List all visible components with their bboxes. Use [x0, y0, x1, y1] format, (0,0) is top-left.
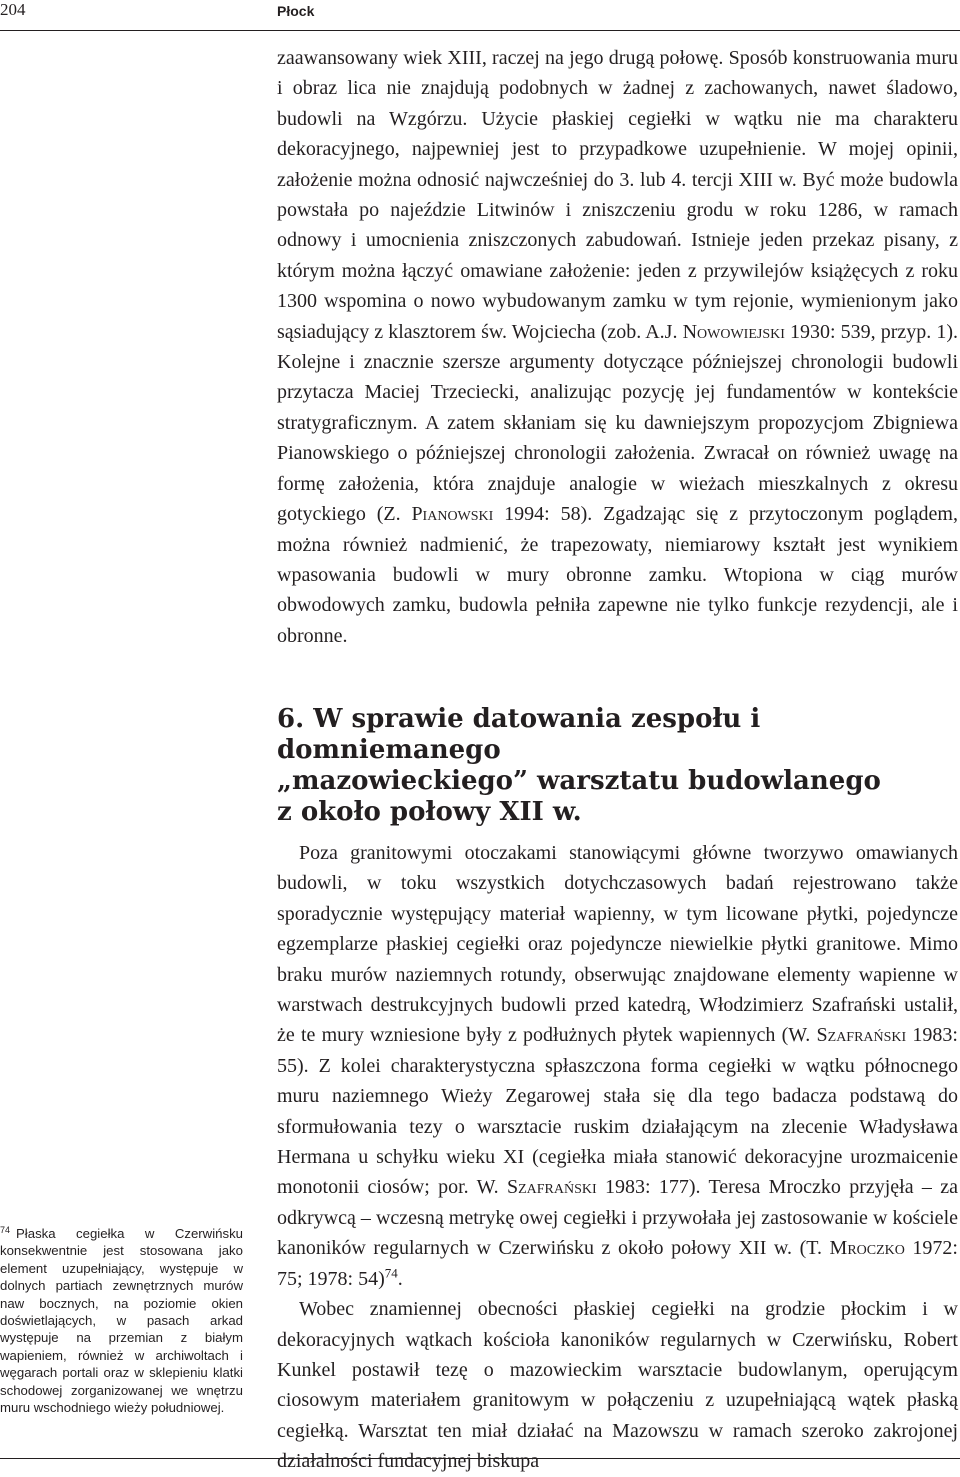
paragraph [277, 838, 958, 1294]
author-name: Szafrański [506, 1176, 597, 1199]
text-run: Poza granitowymi otoczakami stanowiącymi główne tworzywo omawianych budowli, w toku wszystkich dotychczasowych badań rejestrowano także sporadycznie występujący materiał wapienny, w tym licowane płytki, pojedyncze egzemplarze płaskiej cegiełki oraz pojedyncze niewielkie płytki granitowe. Mimo braku murów naziemnych rotundy, obserwując znajdowane elementy wapienne w warstwach destrukcyjnych budowli przed katedrą, Włodzimierz Szafrański ustalił, że te mury wzniesione były z podłużnych płytek wapiennych (W. [277, 842, 958, 1047]
text-run: . [397, 1267, 403, 1290]
section-heading [277, 704, 960, 828]
author-name: Szafrański [816, 1024, 907, 1047]
text-run: 1930: 539, przyp. 1). Kolejne i znacznie szersze argumenty dotyczące późniejszej chronologii budowli przytacza Maciej Trzeciecki, analizując pozycję jej fundamentów w kontekście stratygraficznym. A zatem skłaniam się ku dawniejszym propozycjom Zbigniewa Pianowskiego o późniejszej chronologii założenia. Zwracał on również uwagę na formę założenia, która znajduje analogie w wieżach mieszkalnych z okresu gotyckiego (Z. [277, 320, 958, 526]
paragraph: Wobec znamiennej obecności płaskiej cegiełki na grodzie płockim i w dekoracyjnych wątkach kościoła kanoników regularnych w Czerwińsku, Robert Kunkel postawił tezę o mazowieckim warsztacie budowlanym, operującym ciosowym materiałem granitowym w połączeniu z uzupełniającą wątek płaską cegiełką. Warsztat ten miał działać na Mazowszu w ramach szeroko zakrojonej działalności fundacyjnej biskupa [277, 1298, 958, 1473]
text-run: 1983: 177). Teresa Mroczko przyjęła – za odkrywcą – wczesną metrykę owej cegiełki i przywołała jej zastosowanie w kościele kanoników regularnych w Czerwińsku z około połowy XII w. (T. [277, 1176, 958, 1260]
page-header [0, 0, 960, 30]
page-number: 204 [0, 0, 26, 19]
text-run: 1994: 58). Zgadzając się z przytoczonym poglądem, można również nadmienić, że trapezowaty, niemiarowy kształt jest wynikiem wpasowania budowli w mury obronne zamku. Wtopiona w ciąg murów obwodowych zamku, budowla pełniła zapewne nie tylko funkcje rezydencji, ale i obronne. [277, 503, 958, 647]
heading-line: „mazowieckiego” warsztatu budowlanego [277, 766, 881, 796]
footnote [0, 1225, 243, 1416]
footnote-reference: 74 [384, 1265, 398, 1281]
continued-paragraph [277, 43, 958, 651]
footnote-number: 74 [0, 1224, 11, 1235]
text-run: 1972: 75; 1978: 54) [277, 1237, 958, 1290]
heading-line: z około połowy XII w. [277, 797, 582, 827]
footnote-text: Płaska cegiełka w Czerwińsku konsekwentnie jest stosowana jako element uzupełniający, występuje w dolnych partiach zewnętrznych murów naw bocznych, na poziomie okien doświetlających, w pasach arkad występuje na przemian z białym wapieniem, również w archiwoltach i węgarach portali oraz w sklepieniu klatki schodowej zorganizowanej we wnętrzu muru wschodniego wieży południowej. [0, 1226, 243, 1416]
text-run: zaawansowany wiek XIII, raczej na jego drugą połowę. Sposób konstruowania muru i obraz lica nie znajdują podobnych w żadnej z zachowanych, nawet śladowo, budowli na Wzgórzu. Użycie płaskiej cegiełki w wątku nie ma charakteru dekoracyjnego, najpewniej jest to przypadkowe uzupełnienie. W mojej opinii, założenie można odnosić najwcześniej do 3. lub 4. tercji XIII w. Być może budowla powstała po najeździe Litwinów i zniszczeniu grodu w roku 1286, w ramach odnowy i umocnienia zniszczonych zabudowań. Istnieje jeden przekaz pisany, z którym można łączyć omawiane założenie: jeden z przywilejów książęcych z roku 1300 wspomina o nowo wybudowanym zamku w tym rejonie, wymienionym jako sąsiadujący z klasztorem św. Wojciecha (zob. A.J. [277, 47, 958, 343]
running-title: Płock [277, 3, 315, 19]
heading-line: 6. W sprawie datowania zespołu i domniemanego [277, 704, 761, 765]
section-body [277, 838, 958, 1477]
author-name: Nowowiejski [682, 320, 785, 343]
author-name: Mroczko [829, 1237, 905, 1260]
author-name: Pianowski [411, 503, 494, 526]
footer-rule [0, 1458, 960, 1459]
header-rule [0, 30, 960, 31]
text-run: 1983: 55). Z kolei charakterystyczna spłaszczona forma cegiełki w wątku północnego muru naziemnego Wieży Zegarowej stała się dla tego badacza podstawą do sformułowania tezy o warsztacie ruskim działającym na zlecenie Władysława Hermana u schyłku wieku XI (cegiełka miała stanowić dekoracyjne urozmaicenie monotonii ciosów; por. W. [277, 1024, 958, 1199]
